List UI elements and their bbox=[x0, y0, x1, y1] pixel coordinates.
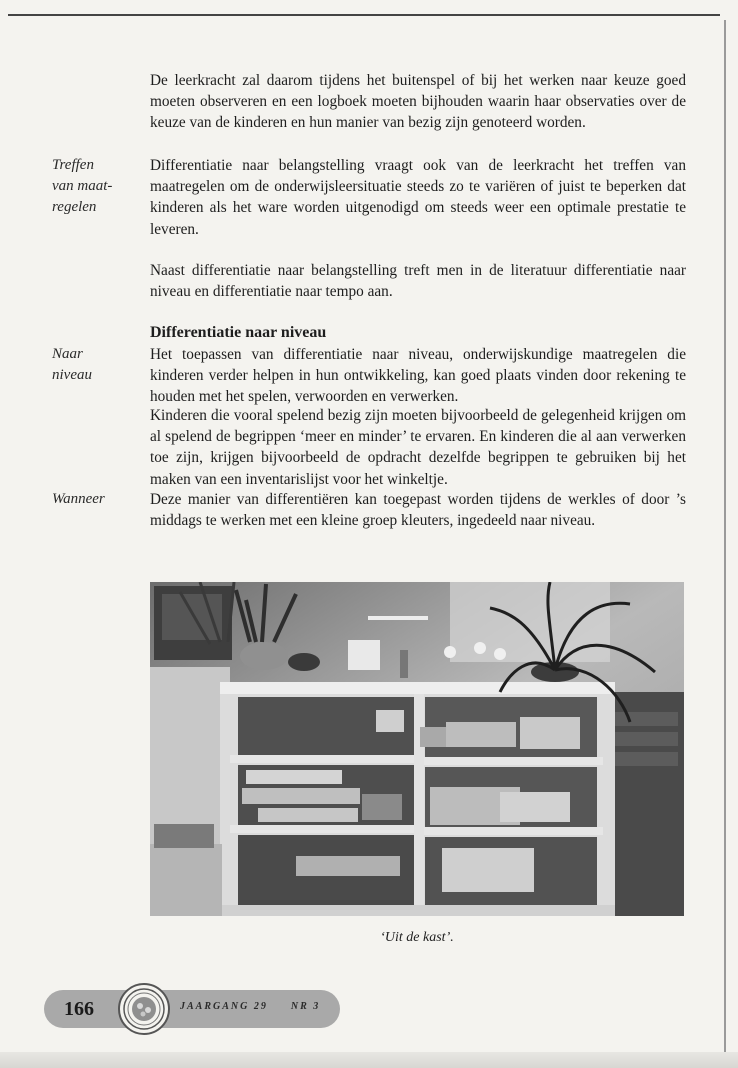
journal-emblem-icon bbox=[118, 983, 170, 1035]
margin-note-wanneer: Wanneer bbox=[52, 491, 105, 507]
journal-issue: NR 3 bbox=[290, 1001, 321, 1012]
margin-note-treffen bbox=[52, 155, 142, 218]
top-rule bbox=[8, 14, 720, 16]
page-bottom-edge bbox=[0, 1052, 738, 1068]
margin-note-naar-niveau bbox=[52, 344, 142, 386]
margin-note-line: Treffen bbox=[52, 157, 94, 173]
margin-note-line: regelen bbox=[52, 199, 97, 215]
journal-volume: JAARGANG 29 bbox=[180, 1001, 268, 1012]
paragraph-observeren: De leerkracht zal daarom tijdens het buitenspel of bij het werken naar keuze goed moeten observeren en een logboek moeten bijhouden waarin haar observaties over de keuze van de kinderen en hun manier van bezig zijn genoteerd worden. bbox=[150, 72, 686, 132]
paragraph-kinderen: Kinderen die vooral spelend bezig zijn moeten bijvoorbeeld de gelegenheid krijgen om al spelend de begrippen ‘meer en minder’ te ervaren. En kinderen die al aan verwerken toe zijn, krijgen bijvoorbeeld de opdracht dezelfde begrippen te gebruiken bij het maken van een inventarislijst voor het winkeltje. bbox=[150, 407, 686, 488]
classroom-cabinet-photo bbox=[150, 582, 684, 916]
journal-info bbox=[180, 1001, 320, 1017]
page-edge bbox=[724, 20, 726, 1060]
section-heading: Differentiatie naar niveau bbox=[150, 324, 327, 341]
margin-note-line: Naar bbox=[52, 346, 83, 362]
paragraph-toepassen: Het toepassen van differentiatie naar niveau, onderwijskundige maatregelen die kinderen verder helpen in hun ontwikkeling, kan goed plaats vinden door rekening te houden met het spelen, verwoorden en verwerken. bbox=[150, 346, 686, 406]
margin-note-line: van maat- bbox=[52, 178, 113, 194]
paragraph-wanneer: Deze manier van differentiëren kan toegepast worden tijdens de werkles of door ’s middags te werken met een kleine groep kleuters, ingedeeld naar niveau. bbox=[150, 491, 686, 530]
margin-note-line: niveau bbox=[52, 367, 92, 383]
page-number: 166 bbox=[64, 998, 94, 1020]
paragraph-naast-differentiatie: Naast differentiatie naar belangstelling treft men in de literatuur differentiatie naar niveau en differentiatie naar tempo aan. bbox=[150, 262, 686, 301]
paragraph-maatregelen: Differentiatie naar belangstelling vraagt ook van de leerkracht het treffen van maatregelen om de onderwijsleersituatie steeds zo te variëren of juist te beperken dat kinderen als het ware worden uitgenodigd om steeds weer een optimale prestatie te leveren. bbox=[150, 157, 686, 238]
photo-caption: ‘Uit de kast’. bbox=[380, 930, 454, 945]
